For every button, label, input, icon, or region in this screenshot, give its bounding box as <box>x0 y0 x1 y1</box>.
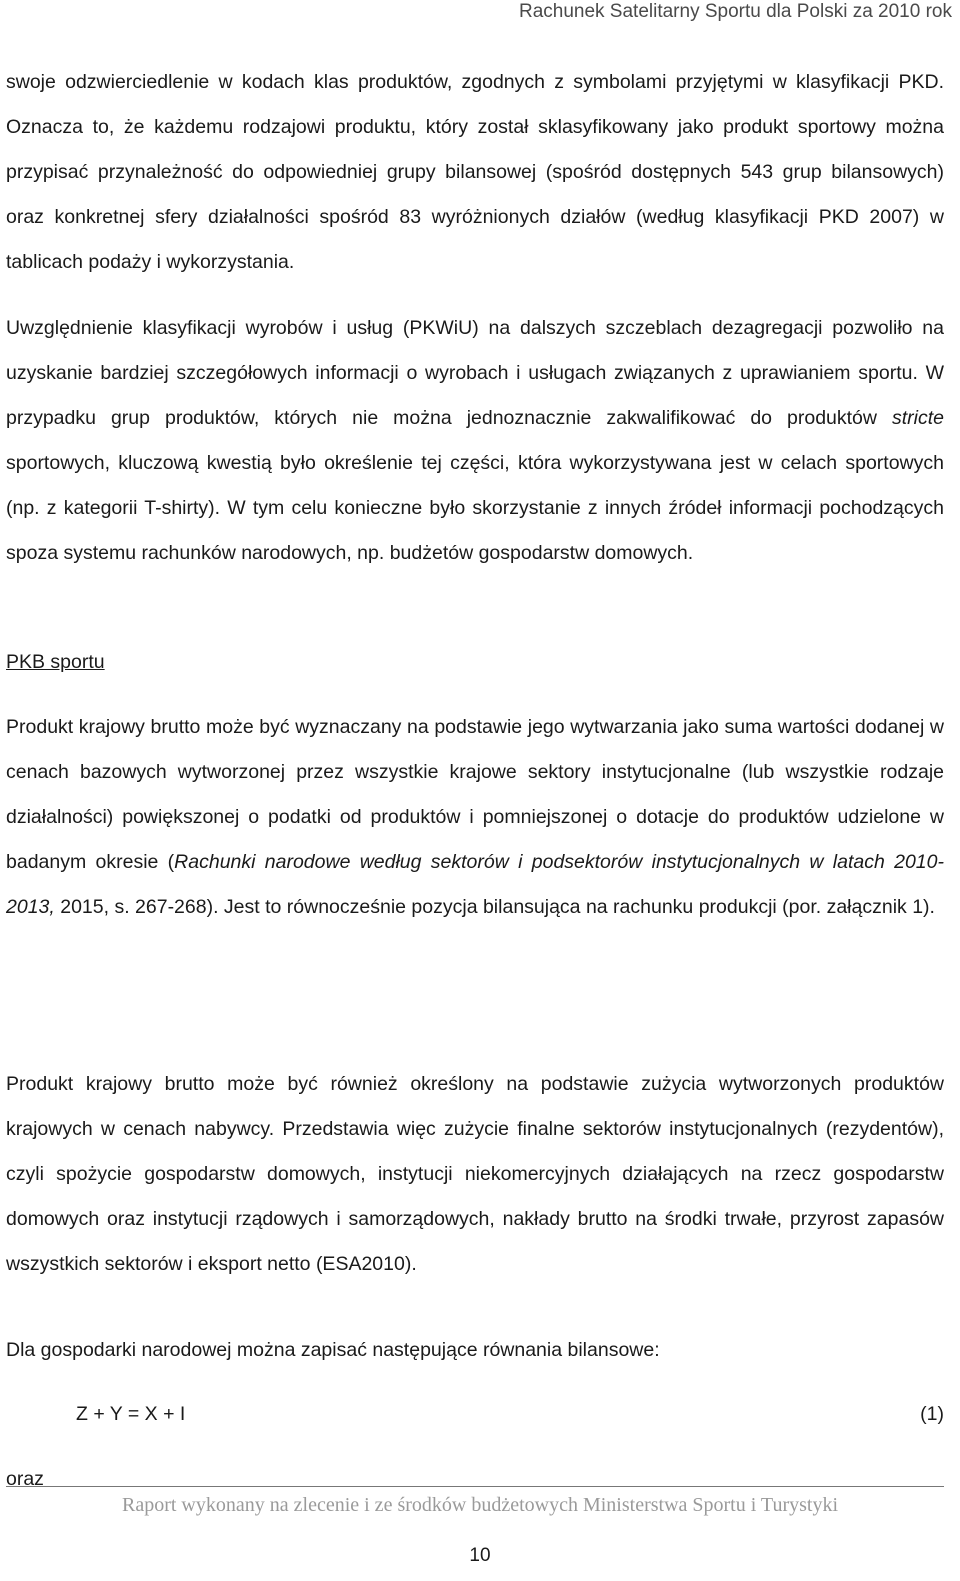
paragraph-balance-equations-intro: Dla gospodarki narodowej można zapisać następujące równania bilansowe: <box>6 1339 660 1361</box>
equation-number: (1) <box>920 1403 944 1425</box>
paragraph-text: 2015, s. 267-268). Jest to równocześnie pozycja bilansująca na rachunku produkcji (por. załącznik 1). <box>54 896 935 918</box>
equation-formula: Z + Y = X + I <box>76 1403 186 1425</box>
paragraph-product-classification: swoje odzwierciedlenie w kodach klas produktów, zgodnych z symbolami przyjętymi w klasyfikacji PKD. Oznacza to, że każdemu rodzajowi produktu, który został sklasyfikowany jako produkt sportowy można przypisać przynależność do odpowiedniej grupy bilansowej (spośród dostępnych 543 grup bilansowych) oraz konkretnej sfery działalności spośród 83 wyróżnionych działów (według klasyfikacji PKD 2007) w tablicach podaży i wykorzystania. <box>6 71 944 273</box>
running-header: Rachunek Satelitarny Sportu dla Polski za 2010 rok <box>518 1 952 22</box>
paragraph-text: sportowych, kluczową kwestią było określenie tej części, która wykorzystywana jest w celach sportowych (np. z kategorii T-shirty). W tym celu konieczne było skorzystanie z innych źródeł informacji pochodzących spoza systemu rachunków narodowych, np. budżetów gospodarstw domowych. <box>6 452 944 564</box>
paragraph-text: Uwzględnienie klasyfikacji wyrobów i usług (PKWiU) na dalszych szczeblach dezagregacji pozwoliło na uzyskanie bardziej szczegółowych informacji o wyrobach i usługach związanych z uprawianiem sportu. W przypadku grup produktów, których nie można jednoznacznie zakwalifikować do produktów <box>6 317 944 429</box>
footer-text: Raport wykonany na zlecenie i ze środków budżetowych Ministerstwa Sportu i Turystyki <box>122 1494 838 1516</box>
paragraph-pkwiu-disaggregation <box>6 306 944 576</box>
footer-divider <box>6 1486 944 1487</box>
paragraph-gdp-production <box>6 705 944 930</box>
connector-word: oraz <box>6 1468 44 1490</box>
italic-citation: Rachunki narodowe według sektorów i podsektorów instytucjonalnych w latach 2010-2013, <box>6 851 944 918</box>
page-number: 10 <box>469 1545 491 1566</box>
section-heading: PKB sportu <box>6 651 105 673</box>
italic-term: stricte <box>891 407 944 429</box>
paragraph-text: Produkt krajowy brutto może być wyznaczany na podstawie jego wytwarzania jako suma wartości dodanej w cenach bazowych wytworzonej przez wszystkie krajowe sektory instytucjonalne (lub wszystkie rodzaje działalności) powiększonej o podatki od produktów i pomniejszonej o dotacje do produktów udzielone w badanym okresie ( <box>6 716 944 873</box>
paragraph-gdp-expenditure: Produkt krajowy brutto może być również określony na podstawie zużycia wytworzonych produktów krajowych w cenach nabywcy. Przedstawia więc zużycie finalne sektorów instytucjonalnych (rezydentów), czyli spożycie gospodarstw domowych, instytucji niekomercyjnych działających na rzecz gospodarstw domowych oraz instytucji rządowych i samorządowych, nakłady brutto na środki trwałe, przyrost zapasów wszystkich sektorów i eksport netto (ESA2010). <box>6 1073 944 1275</box>
